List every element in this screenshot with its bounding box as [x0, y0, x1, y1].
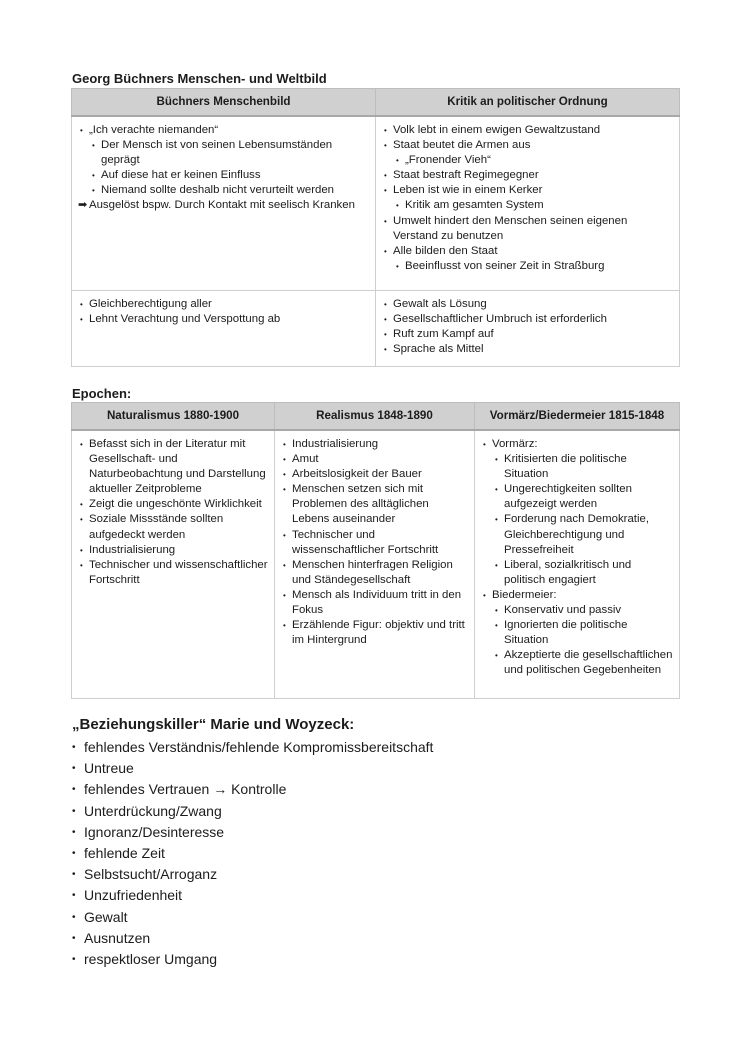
list-item-text: Beeinflusst von seiner Zeit in Straßburg — [405, 259, 605, 272]
list-item — [78, 558, 268, 588]
list-item-text: Kritik am gesamten System — [405, 199, 544, 212]
list-item — [281, 452, 468, 467]
list-item-text: Alle bilden den Staat — [393, 244, 498, 257]
list-item — [382, 244, 673, 259]
list-item-text: Ausgelöst bspw. Durch Kontakt mit seelisch Kranken — [89, 199, 355, 212]
list-item-text: Unzufriedenheit — [84, 887, 183, 904]
list-item-text: Menschen hinterfragen Religion und Ständegesellschaft — [292, 558, 453, 586]
list-item-text: „Ich verachte niemanden“ — [89, 124, 219, 136]
list-item — [382, 312, 673, 327]
list-item — [72, 779, 433, 800]
list-item — [281, 482, 468, 527]
list-item-text: Gesellschaftlicher Umbruch ist erforderlich — [393, 312, 607, 325]
bullet-icon: • — [283, 621, 286, 631]
list-item-text: Leben ist wie in einem Kerker — [393, 184, 543, 197]
list-item-text: Unterdrückung/Zwang — [84, 802, 222, 819]
bullet-icon: • — [72, 742, 76, 753]
bullet-icon: • — [384, 186, 387, 196]
cell-list — [281, 437, 468, 648]
list-item — [72, 801, 433, 822]
list-item — [72, 907, 433, 928]
list-item-text: Ruft zum Kampf auf — [393, 327, 494, 340]
table-cell — [376, 116, 680, 290]
list-item — [78, 183, 369, 198]
table-cell — [72, 290, 376, 366]
list-item-text: Selbstsucht/Arroganz — [84, 866, 218, 883]
bullet-icon: • — [72, 869, 76, 881]
list-item — [481, 588, 673, 603]
list-item — [382, 214, 673, 244]
bullet-icon: • — [495, 560, 498, 570]
bullet-icon: • — [495, 455, 498, 465]
bullet-icon: • — [72, 954, 76, 966]
list-item — [72, 928, 433, 949]
weltbild-table — [71, 88, 680, 367]
list-item-text: Menschen setzen sich mit Problemen des alltäglichen Lebens auseinander — [292, 483, 429, 526]
bullet-icon: • — [495, 621, 498, 631]
header-realismus: Realismus 1848-1890 — [275, 403, 475, 431]
bullet-icon: • — [72, 932, 76, 944]
bullet-icon: • — [384, 216, 387, 226]
list-item — [72, 949, 433, 970]
list-item-text: fehlendes Verständnis/fehlende Kompromissbereitschaft — [84, 739, 434, 755]
table-cell — [72, 430, 275, 698]
bullet-icon: • — [483, 590, 486, 600]
beziehungskiller-list — [72, 737, 433, 970]
list-item — [481, 437, 673, 452]
list-item-text: Liberal, sozialkritisch und politisch engagiert — [504, 558, 632, 586]
table-cell — [72, 116, 376, 290]
list-item-text: Lehnt Verachtung und Verspottung ab — [89, 312, 281, 325]
list-item-text: fehlende Zeit — [84, 845, 165, 862]
list-item-text: Zeigt die ungeschönte Wirklichkeit — [89, 498, 262, 511]
bullet-icon: • — [384, 299, 387, 309]
list-item — [382, 168, 673, 183]
list-item-text: Vormärz: — [492, 438, 538, 450]
bullet-icon: • — [72, 848, 76, 860]
bullet-icon: • — [72, 784, 76, 796]
list-item-text: Konservativ und passiv — [504, 604, 622, 617]
list-item-text: Ausnutzen — [84, 929, 151, 946]
cell-list — [78, 297, 369, 327]
bullet-icon: • — [495, 485, 498, 495]
list-item — [78, 138, 369, 168]
bullet-icon: • — [80, 500, 83, 510]
bullet-icon: • — [80, 440, 83, 449]
table-row — [72, 430, 680, 698]
list-item — [78, 312, 369, 327]
list-item-text: Untreue — [84, 760, 134, 777]
bullet-icon: • — [384, 246, 387, 256]
bullet-icon: • — [283, 560, 286, 570]
list-item — [481, 482, 673, 512]
bullet-icon: • — [72, 763, 76, 775]
list-item-text: Gleichberechtigung aller — [89, 297, 212, 310]
bullet-icon: • — [384, 329, 387, 339]
bullet-icon: • — [483, 440, 486, 449]
list-item — [382, 198, 673, 213]
bullet-icon: • — [92, 171, 95, 181]
bullet-icon: • — [495, 515, 498, 525]
bullet-icon: • — [283, 530, 286, 540]
bullet-icon: • — [92, 141, 95, 151]
list-item — [382, 327, 673, 342]
list-item — [382, 259, 673, 274]
epochen-table — [71, 402, 680, 699]
list-item — [281, 558, 468, 588]
bullet-icon: • — [384, 171, 387, 181]
table-cell — [376, 290, 680, 366]
list-item — [78, 123, 369, 138]
list-item — [382, 153, 673, 168]
list-item — [382, 123, 673, 138]
list-item-text: Gewalt als Lösung — [393, 297, 487, 310]
table-cell — [475, 430, 680, 698]
header-menschenbild: Büchners Menschenbild — [72, 89, 376, 117]
list-item-text: fehlendes Vertrauen → Kontrolle — [84, 781, 287, 798]
list-item — [78, 497, 268, 512]
list-item-text: Auf diese hat er keinen Einfluss — [101, 169, 261, 182]
list-item-text: Ignorierten die politische Situation — [504, 619, 628, 647]
bullet-icon: • — [283, 470, 286, 480]
list-item — [78, 512, 268, 542]
list-item — [78, 297, 369, 312]
cell-list — [78, 437, 268, 588]
list-item — [382, 138, 673, 153]
table-header-row — [72, 403, 680, 431]
list-item-text: Industrialisierung — [292, 438, 379, 450]
section-title-weltbild: Georg Büchners Menschen- und Weltbild — [72, 71, 327, 86]
list-item-text: Technischer und wissenschaftlicher Fortschritt — [292, 528, 439, 556]
list-item-text: Der Mensch ist von seinen Lebensumständen geprägt — [101, 139, 333, 167]
list-item — [281, 467, 468, 482]
bullet-icon: • — [384, 141, 387, 151]
list-item — [72, 843, 433, 864]
list-item-text: Befasst sich in der Literatur mit Gesellschaft- und Naturbeobachtung und Darstellung aktueller Zeitprobleme — [89, 438, 266, 496]
list-item — [72, 737, 433, 758]
list-item — [281, 588, 468, 618]
list-item-text: Erzählende Figur: objektiv und tritt im Hintergrund — [292, 619, 465, 647]
cell-list — [382, 297, 673, 357]
bullet-icon: • — [283, 485, 286, 495]
list-item-text: Technischer und wissenschaftlicher Fortschritt — [89, 558, 268, 586]
list-item — [78, 437, 268, 497]
bullet-icon: • — [80, 515, 83, 525]
list-item — [382, 342, 673, 357]
list-item-text: Niemand sollte deshalb nicht verurteilt werden — [101, 184, 334, 197]
list-item-text: Kritisierten die politische Situation — [504, 453, 627, 481]
list-item — [72, 758, 433, 779]
header-vormaerz: Vormärz/Biedermeier 1815-1848 — [475, 403, 680, 431]
list-item-text: Biedermeier: — [492, 588, 557, 601]
header-naturalismus: Naturalismus 1880-1900 — [72, 403, 275, 431]
bullet-icon: • — [283, 440, 286, 449]
list-item-text: Staat bestraft Regimegegner — [393, 169, 539, 182]
list-item — [72, 864, 433, 885]
list-item-text: „Fronender Vieh“ — [405, 154, 491, 167]
table-row — [72, 116, 680, 290]
list-item — [72, 822, 433, 843]
bullet-icon: • — [72, 826, 76, 838]
list-item-text: Umwelt hindert den Menschen seinen eigenen Verstand zu benutzen — [393, 214, 628, 242]
bullet-icon: • — [384, 126, 387, 135]
bullet-icon: • — [80, 560, 83, 570]
list-item — [481, 618, 673, 648]
bullet-icon: • — [80, 126, 83, 135]
cell-list — [78, 123, 369, 214]
bullet-icon: • — [92, 186, 95, 196]
list-item — [78, 198, 369, 213]
arrow-right-icon: ➡ — [78, 199, 88, 212]
list-item — [481, 558, 673, 588]
list-item-text: Gewalt — [84, 908, 128, 925]
bullet-icon: • — [396, 201, 399, 211]
list-item — [481, 452, 673, 482]
cell-list — [382, 123, 673, 274]
bullet-icon: • — [396, 156, 399, 166]
list-item — [78, 168, 369, 183]
table-cell — [275, 430, 475, 698]
bullet-icon: • — [72, 805, 76, 817]
section-title-beziehungskiller: „Beziehungskiller“ Marie und Woyzeck: — [72, 716, 355, 733]
list-item-text: Industrialisierung — [89, 543, 176, 556]
cell-list — [481, 437, 673, 679]
bullet-icon: • — [495, 606, 498, 616]
list-item-text: Amut — [292, 453, 319, 466]
list-item — [481, 603, 673, 618]
bullet-icon: • — [384, 344, 387, 354]
bullet-icon: • — [80, 545, 83, 555]
list-item-text: Forderung nach Demokratie, Gleichberechtigung und Pressefreiheit — [504, 513, 649, 556]
list-item-text: Ignoranz/Desinteresse — [84, 823, 225, 840]
list-item-text: Soziale Missstände sollten aufgedeckt werden — [89, 513, 224, 541]
bullet-icon: • — [72, 911, 76, 923]
list-item — [382, 297, 673, 312]
list-item — [281, 528, 468, 558]
bullet-icon: • — [283, 590, 286, 600]
list-item-text: Akzeptierte die gesellschaftlichen und politischen Gegebenheiten — [504, 649, 673, 677]
bullet-icon: • — [80, 314, 83, 324]
header-kritik: Kritik an politischer Ordnung — [376, 89, 680, 117]
bullet-icon: • — [72, 890, 76, 902]
table-row — [72, 290, 680, 366]
list-item-text: Ungerechtigkeiten sollten aufgezeigt werden — [504, 483, 632, 511]
section-title-epochen: Epochen: — [72, 386, 132, 401]
list-item-text: Sprache als Mittel — [393, 342, 484, 355]
bullet-icon: • — [396, 261, 399, 271]
list-item-text: Arbeitslosigkeit der Bauer — [292, 468, 422, 481]
list-item — [481, 648, 673, 678]
list-item — [78, 543, 268, 558]
list-item — [481, 512, 673, 557]
bullet-icon: • — [80, 299, 83, 309]
list-item-text: Staat beutet die Armen aus — [393, 139, 531, 152]
bullet-icon: • — [283, 455, 286, 465]
table-header-row — [72, 89, 680, 117]
bullet-icon: • — [384, 314, 387, 324]
list-item — [72, 885, 433, 906]
list-item-text: respektloser Umgang — [84, 951, 218, 968]
bullet-icon: • — [495, 651, 498, 661]
list-item — [281, 618, 468, 648]
list-item-text: Mensch als Individuum tritt in den Fokus — [292, 588, 462, 617]
list-item — [382, 183, 673, 198]
list-item — [281, 437, 468, 452]
list-item-text: Volk lebt in einem ewigen Gewaltzustand — [393, 124, 601, 136]
